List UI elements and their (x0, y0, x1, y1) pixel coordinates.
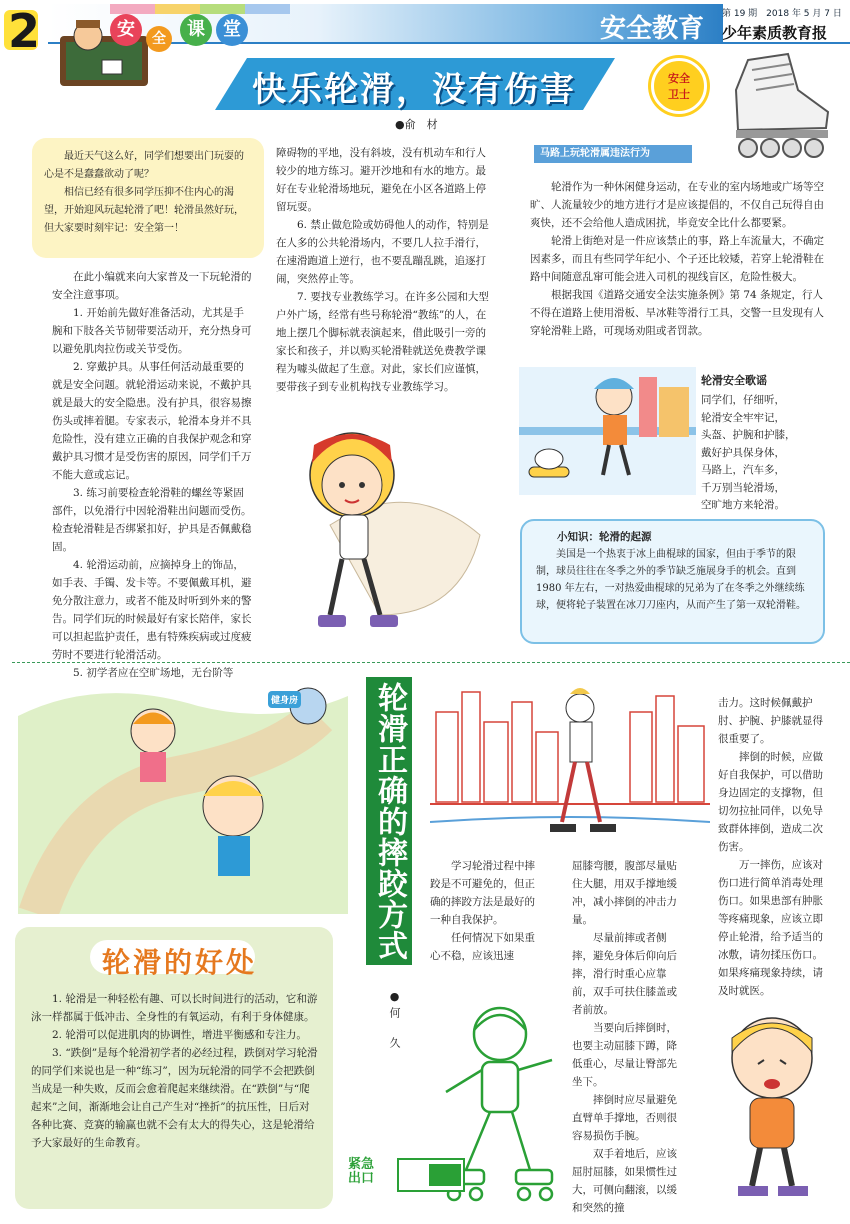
tab-tang: 堂 (216, 14, 248, 46)
paragraph: 学习轮滑过程中摔跤是不可避免的，但正确的摔跤方法是最好的一种自我保护。 (430, 860, 535, 926)
city-skater-sketch-illustration (430, 682, 710, 852)
emergency-exit-label (348, 1158, 374, 1186)
article2-column-3 (718, 694, 831, 1000)
injured-kid-illustration (712, 1008, 830, 1204)
benefits-title: 轮滑的好处 (102, 946, 258, 979)
subheading: 马路上玩轮滑属违法行为 (534, 145, 692, 163)
byline: ●俞 材 (395, 118, 438, 131)
section-divider (12, 662, 850, 663)
exit-label-line-1: 紧急 (348, 1157, 375, 1172)
paragraph: 2. 穿戴护具。从事任何活动最重要的就是安全问题。就轮滑运动来说，不戴护具就是最大的安全隐患。没有护具，很容易擦伤头或摔着腿。专家表示，轮滑本身并不具危险性，没有建立正确的自我保护观念和穿戴护具习惯才是受伤害的原因，同学们千万不能大意或忘记。 (52, 361, 252, 481)
knowledge-body: 美国是一个热衷于冰上曲棍球的国家，但由于季节的限制，球员往往在冬季之外的季节缺乏施展身手的机会。直到 1980 年左右，一对热爱曲棍球的兄弟为了在冬季之外继续练球，便将轮子装置在冰刀刀座内，从而产生了第一双轮滑鞋。 (536, 549, 806, 611)
byline: ●何 久 (388, 990, 401, 1052)
rhyme-line: 空旷地方来轮滑。 (701, 499, 785, 511)
tab-quan: 全 (146, 26, 172, 52)
section-title: 安全教育 (600, 14, 705, 44)
intro-box (32, 138, 264, 258)
article2-column-1 (430, 857, 540, 965)
paragraph: 击力。这时候佩戴护肘、护腕、护膝就显得很重要了。 (718, 697, 823, 745)
paragraph: 摔倒的时候，应做好自我保护，可以借助身边固定的支撑物，但切勿拉扯同伴，以免导致群体摔倒，造成二次伤害。 (718, 751, 823, 853)
knowledge-title: 小知识：轮滑的起源 (557, 531, 652, 543)
header-decor-yellow (155, 4, 200, 14)
safety-guard-badge (651, 58, 707, 114)
headline: 快乐轮滑，没有伤害 (252, 70, 576, 110)
paragraph: 摔倒时应尽量避免直臂单手撑地，否则很容易损伤手腕。 (572, 1094, 677, 1142)
paragraph: 双手着地后，应该屈肘屈膝，如果惯性过大，可侧向翻滚，以缓和突然的撞 (572, 1148, 677, 1214)
paragraph: 根据我国《道路交通安全法实施条例》第 74 条规定，行人不得在道路上使用滑板、旱冰鞋等滑行工具，交警一旦发现有人穿轮滑鞋上路，可现场劝阻或者罚款。 (530, 289, 824, 337)
article-column-2 (276, 144, 494, 396)
rhyme-line: 戴好护具保身体， (701, 446, 785, 459)
rhyme-line: 千万别当轮滑场， (701, 481, 785, 494)
rhyme-lines (701, 392, 801, 515)
paragraph: 当要向后摔倒时，也要主动屈膝下蹲，降低重心，尽量让臀部先坐下。 (572, 1022, 677, 1088)
paragraph: 屈膝弯腰，腹部尽量贴住大腿，用双手撑地缓冲，减小摔倒的冲击力量。 (572, 860, 677, 926)
paragraph: 在此小编就来向大家普及一下玩轮滑的安全注意事项。 (52, 271, 252, 301)
vertical-headline: 轮滑正确的摔跤方式 (366, 677, 412, 965)
badge-line-2: 卫士 (668, 88, 690, 101)
benefit-item: 3. “跌倒”是每个轮滑初学者的必经过程，跌倒对学习轮滑的同学们来说也是一种“练习”，因为玩轮滑的同学不会把跌倒当成是一种失败，反而会愈着爬起来继续滑。在“跌倒”与“爬起来”之间，渐渐地会让自己产生对“挫折”的抗压性，日后对各种比赛、竞赛的输赢也就不会有太大的得失心，这是轮滑给予大家最好的生命教育。 (31, 1047, 318, 1149)
paragraph: 3. 练习前要检查轮滑鞋的螺丝等紧固部件，以免滑行中因轮滑鞋出问题而受伤。检查轮滑鞋是否绑紧扣好，护具是否佩戴稳固。 (52, 487, 252, 553)
rhyme-line: 同学们，仔细听， (701, 394, 785, 406)
skating-kid-with-cat-illustration (519, 367, 696, 495)
rhyme-line: 轮滑安全牢牢记， (701, 411, 785, 424)
paragraph: 万一摔伤，应该对伤口进行简单消毒处理伤口。如果患部有肿胀等疼痛现象，应该立即停止轮滑，给予适当的冰敷，请勿揉压伤口。如果疼痛现象持续，请及时就医。 (718, 859, 823, 997)
badge-line-1: 安全 (668, 72, 690, 85)
newspaper-name: 少年素质教育报 (722, 24, 828, 42)
gym-label: 健身房 (268, 691, 301, 708)
rhyme-title: 轮滑安全歌谣 (701, 374, 767, 387)
kids-skating-on-path-illustration (18, 676, 348, 914)
intro-paragraph-2: 相信已经有很多同学压抑不住内心的渴望，开始迎风玩起轮滑了吧！轮滑虽然好玩，但大家要时刻牢记：安全第一！ (44, 187, 244, 234)
header-decor-blue (245, 4, 290, 14)
exit-label-line-2: 出口 (348, 1171, 375, 1186)
tab-an: 安 (110, 14, 142, 46)
paragraph: 1. 开始前先做好准备活动，尤其是手腕和下肢各关节韧带要活动开，充分热身可以避免肌肉拉伤或关节受伤。 (52, 307, 252, 355)
paragraph: 轮滑上街绝对是一件应该禁止的事，路上车流量大，不确定因素多，而且有些同学年纪小、个子还比较矮，若穿上轮滑鞋在路中间随意乱窜可能会进入司机的视线盲区，危险性极大。 (530, 235, 824, 283)
header-decor-pink (110, 4, 155, 14)
paragraph: 尽量前摔或者侧摔，避免身体后仰向后摔，滑行时重心应靠前，双手可扶住膝盖或者前放。 (572, 932, 677, 1016)
issue-date: 第 19 期 2018 年 5 月 7 日 (722, 9, 842, 19)
header-decor-green (200, 4, 245, 14)
tab-ke: 课 (180, 14, 212, 46)
intro-paragraph-1: 最近天气这么好，同学们想要出门玩耍的心是不是蠢蠢欲动了呢？ (44, 151, 244, 180)
benefit-item: 1. 轮滑是一种轻松有趣、可以长时间进行的活动，它和游泳一样都属于低冲击、全身性的有氧运动，有利于身体健康。 (31, 993, 318, 1023)
running-man-exit-icon (397, 1158, 465, 1192)
paragraph: 轮滑作为一种休闲健身运动，在专业的室内场地或广场等空旷、人流量较少的地方进行才是应该提倡的，不仅自己玩得自由爽快，还不会给他人造成困扰，毕竟安全比什么都要紧。 (530, 181, 824, 229)
rhyme-line: 马路上，汽车多， (701, 464, 785, 476)
inline-skate-illustration (718, 50, 836, 160)
page-number: 2 (8, 4, 41, 58)
paragraph: 5. 初学者应在空旷场地，无台阶等 (73, 667, 234, 679)
knowledge-box (520, 519, 825, 644)
paragraph: 6. 禁止做危险或妨碍他人的动作，特别是在人多的公共轮滑场内，不要几人拉手滑行，在速滑跑道上逆行，也不要乱蹦乱跳，追逐打闹，突然停止等。 (276, 219, 489, 285)
girl-skater-illustration (290, 415, 490, 650)
benefits-text (31, 990, 318, 1152)
paragraph: 任何情况下如果重心不稳，应该迅速 (430, 932, 535, 962)
article-column-1 (52, 268, 252, 682)
article2-column-2 (572, 857, 686, 1217)
paragraph: 7. 要找专业教练学习。在许多公园和大型户外广场，经常有些号称轮滑“教练”的人，在地上摆几个脚标就表演起来，借此吸引一旁的家长和孩子，并以购买轮滑鞋就送免费教学课程为噱头做起了生意。对此，家长们应谨慎，要带孩子到专业机构找专业教练学习。 (276, 291, 489, 393)
rhyme-line: 头盔、护腕和护膝， (701, 429, 796, 441)
paragraph: 4. 轮滑运动前，应摘掉身上的饰品，如手表、手镯、发卡等。不要佩戴耳机，避免分散注意力，或者不能及时听到外来的警告。同学们玩的时候最好有家长陪伴，家长可以担起监护责任，患有特殊疾病或过度疲劳时不要进行轮滑活动。 (52, 559, 252, 661)
paragraph: 障碍物的平地，没有斜坡，没有机动车和行人较少的地方练习。避开沙地和有水的地方。最好在专业轮滑场地玩，避免在小区各道路上停留玩耍。 (276, 147, 486, 213)
article-column-3 (530, 178, 830, 340)
benefit-item: 2. 轮滑可以促进肌肉的协调性，增进平衡感和专注力。 (52, 1029, 307, 1041)
